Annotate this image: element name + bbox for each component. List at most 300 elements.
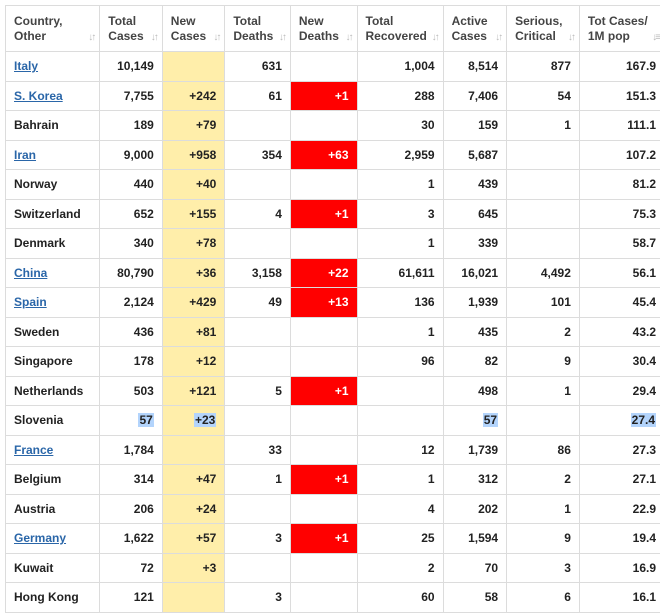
- cases-per-million-value: 151.3: [625, 88, 656, 103]
- total-recovered-cell: [357, 111, 443, 141]
- total-recovered-cell: [357, 583, 443, 613]
- country-cell: [6, 583, 100, 613]
- total-deaths-value: 3: [275, 531, 282, 546]
- total-recovered-value: 1: [427, 177, 435, 192]
- total-deaths-cell: [225, 258, 291, 288]
- total-cases-cell: [100, 170, 163, 200]
- serious-critical-value: 3: [564, 560, 571, 575]
- total-deaths-value: 3,158: [251, 265, 282, 280]
- new-cases-cell: [162, 170, 225, 200]
- total-cases-cell: [100, 229, 163, 259]
- total-cases-value: 340: [133, 236, 154, 251]
- header-label: Recovered: [365, 28, 427, 43]
- active-cases-value: 498: [478, 383, 499, 398]
- country-cell: [6, 288, 100, 318]
- cases-per-million-value: 27.3: [632, 442, 656, 457]
- table-row: [6, 111, 660, 141]
- new-cases-cell: [162, 111, 225, 141]
- total-cases-cell: [100, 406, 163, 436]
- total-recovered-value: 2,959: [404, 147, 435, 162]
- table-row: [6, 199, 660, 229]
- country-name: Austria: [14, 501, 56, 516]
- active-cases-cell: [443, 406, 507, 436]
- active-cases-cell: [443, 553, 507, 583]
- table-row: [6, 406, 660, 436]
- total-cases-cell: [100, 140, 163, 170]
- table-row: [6, 435, 660, 465]
- cases-per-million-value: 43.2: [632, 324, 656, 339]
- total-cases-value: 206: [133, 501, 154, 516]
- total-cases-value: 9,000: [123, 147, 154, 162]
- cases-per-million-cell: [579, 52, 660, 82]
- cases-per-million-cell: [579, 140, 660, 170]
- total-recovered-cell: [357, 52, 443, 82]
- table-row: [6, 140, 660, 170]
- country-link[interactable]: Germany: [14, 531, 67, 546]
- total-deaths-cell: [225, 52, 291, 82]
- cases-per-million-value: 75.3: [632, 206, 656, 221]
- active-cases-cell: [443, 111, 507, 141]
- serious-critical-cell: [507, 229, 580, 259]
- col-header-country[interactable]: [6, 6, 100, 52]
- new-cases-value: +242: [189, 88, 217, 103]
- country-cell: [6, 229, 100, 259]
- total-recovered-cell: [357, 81, 443, 111]
- active-cases-cell: [443, 52, 507, 82]
- cases-per-million-value: 58.7: [632, 236, 656, 251]
- serious-critical-value: 6: [564, 590, 571, 605]
- cases-per-million-value: 81.2: [632, 177, 656, 192]
- new-cases-value: +24: [195, 501, 217, 516]
- cases-per-million-value: 27.4: [631, 413, 655, 428]
- new-cases-value: +47: [195, 472, 217, 487]
- cases-per-million-value: 22.9: [632, 501, 656, 516]
- new-cases-cell: [162, 258, 225, 288]
- header-label: New: [170, 13, 196, 28]
- total-recovered-cell: [357, 465, 443, 495]
- new-deaths-cell: [290, 347, 357, 377]
- total-cases-value: 1,784: [123, 442, 154, 457]
- total-recovered-cell: [357, 258, 443, 288]
- col-header-active-cases[interactable]: [443, 6, 507, 52]
- new-cases-value: +40: [195, 177, 217, 192]
- total-recovered-cell: [357, 376, 443, 406]
- total-cases-cell: [100, 347, 163, 377]
- active-cases-value: 1,939: [468, 295, 499, 310]
- total-recovered-cell: [357, 288, 443, 318]
- new-deaths-cell: [290, 435, 357, 465]
- total-cases-cell: [100, 199, 163, 229]
- new-cases-value: +12: [195, 354, 217, 369]
- active-cases-cell: [443, 229, 507, 259]
- col-header-total-cases[interactable]: [100, 6, 163, 52]
- total-deaths-cell: [225, 170, 291, 200]
- header-row: [6, 6, 660, 52]
- new-deaths-cell: [290, 229, 357, 259]
- sort-icon[interactable]: ↓↑: [213, 32, 220, 43]
- country-name: Slovenia: [14, 413, 64, 428]
- active-cases-value: 1,739: [468, 442, 499, 457]
- serious-critical-value: 2: [564, 472, 571, 487]
- new-cases-cell: [162, 494, 225, 524]
- total-cases-value: 314: [133, 472, 154, 487]
- total-cases-cell: [100, 52, 163, 82]
- new-deaths-cell: [290, 288, 357, 318]
- country-name: Netherlands: [14, 383, 84, 398]
- active-cases-value: 435: [478, 324, 499, 339]
- active-cases-cell: [443, 465, 507, 495]
- cases-per-million-cell: [579, 494, 660, 524]
- active-cases-cell: [443, 435, 507, 465]
- new-cases-value: +79: [195, 118, 217, 133]
- new-cases-cell: [162, 583, 225, 613]
- country-cell: [6, 553, 100, 583]
- total-deaths-cell: [225, 553, 291, 583]
- cases-per-million-value: 107.2: [625, 147, 656, 162]
- active-cases-value: 439: [478, 177, 499, 192]
- total-deaths-value: 33: [268, 442, 282, 457]
- serious-critical-value: 2: [564, 324, 571, 339]
- table-row: [6, 347, 660, 377]
- total-deaths-cell: [225, 465, 291, 495]
- header-label: Tot Cases/: [587, 13, 648, 28]
- country-name: Hong Kong: [14, 590, 79, 605]
- cases-per-million-value: 30.4: [632, 354, 656, 369]
- country-name: Bahrain: [14, 118, 59, 133]
- new-deaths-cell: [290, 111, 357, 141]
- active-cases-cell: [443, 524, 507, 554]
- country-cell: [6, 317, 100, 347]
- cases-per-million-cell: [579, 199, 660, 229]
- col-header-new-cases[interactable]: [162, 6, 225, 52]
- active-cases-value: 1,594: [468, 531, 499, 546]
- total-deaths-cell: [225, 524, 291, 554]
- total-deaths-cell: [225, 199, 291, 229]
- total-recovered-value: 25: [421, 531, 435, 546]
- country-cell: [6, 435, 100, 465]
- active-cases-value: 159: [478, 118, 499, 133]
- active-cases-value: 82: [484, 354, 499, 369]
- total-deaths-cell: [225, 494, 291, 524]
- active-cases-value: 645: [478, 206, 499, 221]
- total-cases-value: 2,124: [123, 295, 154, 310]
- serious-critical-value: 86: [557, 442, 571, 457]
- new-deaths-cell: [290, 52, 357, 82]
- total-cases-cell: [100, 81, 163, 111]
- cases-per-million-cell: [579, 406, 660, 436]
- new-cases-value: +121: [189, 383, 217, 398]
- table-body: [6, 52, 660, 613]
- total-cases-cell: [100, 465, 163, 495]
- country-cell: [6, 199, 100, 229]
- new-cases-value: +78: [195, 236, 217, 251]
- active-cases-cell: [443, 81, 507, 111]
- serious-critical-cell: [507, 583, 580, 613]
- serious-critical-cell: [507, 288, 580, 318]
- total-deaths-cell: [225, 406, 291, 436]
- serious-critical-cell: [507, 347, 580, 377]
- total-cases-cell: [100, 435, 163, 465]
- col-header-cases-per-million[interactable]: [579, 6, 660, 52]
- header-label: Serious,: [515, 13, 563, 28]
- total-recovered-value: 288: [414, 88, 435, 103]
- sort-icon[interactable]: ↓↑: [495, 32, 502, 43]
- total-cases-cell: [100, 288, 163, 318]
- new-cases-cell: [162, 553, 225, 583]
- new-deaths-cell: [290, 494, 357, 524]
- header-label: Total: [108, 13, 137, 28]
- total-deaths-cell: [225, 111, 291, 141]
- cases-per-million-cell: [579, 258, 660, 288]
- serious-critical-cell: [507, 494, 580, 524]
- total-deaths-value: 5: [275, 383, 282, 398]
- sort-icon[interactable]: ↓↑: [88, 32, 95, 43]
- table-row: [6, 258, 660, 288]
- header-label: Country,: [14, 13, 63, 28]
- country-name: Singapore: [14, 354, 73, 369]
- new-cases-cell: [162, 81, 225, 111]
- country-link[interactable]: France: [14, 442, 54, 457]
- serious-critical-cell: [507, 376, 580, 406]
- header-label: Other: [14, 28, 47, 43]
- new-cases-cell: [162, 229, 225, 259]
- table-row: [6, 229, 660, 259]
- new-deaths-cell: [290, 376, 357, 406]
- active-cases-value: 58: [484, 590, 499, 605]
- header-label: Cases: [170, 28, 207, 43]
- country-link[interactable]: Iran: [14, 147, 37, 162]
- new-cases-value: +57: [195, 531, 217, 546]
- sort-icon[interactable]: ↓≡: [652, 32, 659, 43]
- country-cell: [6, 258, 100, 288]
- table-row: [6, 583, 660, 613]
- active-cases-value: 7,406: [468, 88, 499, 103]
- new-cases-cell: [162, 465, 225, 495]
- new-cases-cell: [162, 376, 225, 406]
- total-cases-cell: [100, 583, 163, 613]
- cases-per-million-value: 27.1: [632, 472, 656, 487]
- new-cases-cell: [162, 435, 225, 465]
- total-recovered-cell: [357, 347, 443, 377]
- new-deaths-value: +1: [334, 206, 349, 221]
- total-cases-cell: [100, 111, 163, 141]
- sort-icon[interactable]: ↓↑: [278, 32, 285, 43]
- total-recovered-cell: [357, 553, 443, 583]
- active-cases-cell: [443, 347, 507, 377]
- col-header-total-recovered[interactable]: [357, 6, 443, 52]
- total-cases-value: 178: [133, 354, 154, 369]
- country-link[interactable]: Spain: [14, 295, 47, 310]
- new-deaths-value: +1: [334, 531, 349, 546]
- new-cases-cell: [162, 140, 225, 170]
- header-label: Deaths: [233, 28, 274, 43]
- country-name: Belgium: [14, 472, 62, 487]
- country-name: Denmark: [14, 236, 66, 251]
- new-deaths-cell: [290, 199, 357, 229]
- total-cases-value: 440: [133, 177, 154, 192]
- new-cases-cell: [162, 52, 225, 82]
- total-deaths-value: 4: [275, 206, 282, 221]
- cases-per-million-value: 111.1: [627, 118, 656, 133]
- new-deaths-cell: [290, 140, 357, 170]
- active-cases-value: 5,687: [468, 147, 499, 162]
- country-cell: [6, 524, 100, 554]
- country-cell: [6, 81, 100, 111]
- total-cases-cell: [100, 524, 163, 554]
- new-cases-value: +23: [194, 413, 216, 428]
- cases-per-million-value: 19.4: [632, 531, 656, 546]
- coronavirus-stats-table: [5, 5, 660, 613]
- country-link[interactable]: S. Korea: [14, 88, 63, 103]
- cases-per-million-value: 56.1: [632, 265, 656, 280]
- country-cell: [6, 465, 100, 495]
- header-label: Deaths: [298, 28, 339, 43]
- sort-icon[interactable]: ↓↑: [431, 32, 438, 43]
- serious-critical-cell: [507, 406, 580, 436]
- serious-critical-cell: [507, 435, 580, 465]
- serious-critical-value: 101: [550, 295, 571, 310]
- new-cases-value: +36: [195, 265, 217, 280]
- new-deaths-cell: [290, 524, 357, 554]
- col-header-total-deaths[interactable]: [225, 6, 291, 52]
- total-deaths-cell: [225, 229, 291, 259]
- header-label: Active: [451, 13, 488, 28]
- country-link[interactable]: China: [14, 265, 48, 280]
- new-deaths-cell: [290, 583, 357, 613]
- header-label: 1M pop: [587, 28, 630, 43]
- total-cases-value: 7,755: [123, 88, 154, 103]
- cases-per-million-value: 167.9: [625, 59, 656, 74]
- cases-per-million-cell: [579, 81, 660, 111]
- active-cases-value: 312: [478, 472, 499, 487]
- total-deaths-cell: [225, 288, 291, 318]
- total-cases-value: 436: [133, 324, 154, 339]
- total-recovered-value: 61,611: [398, 265, 435, 280]
- serious-critical-cell: [507, 465, 580, 495]
- table-row: [6, 52, 660, 82]
- serious-critical-cell: [507, 258, 580, 288]
- cases-per-million-value: 29.4: [632, 383, 656, 398]
- total-cases-value: 189: [133, 118, 154, 133]
- cases-per-million-value: 45.4: [632, 295, 656, 310]
- country-cell: [6, 494, 100, 524]
- serious-critical-value: 1: [564, 501, 571, 516]
- cases-per-million-cell: [579, 111, 660, 141]
- total-recovered-value: 96: [421, 354, 435, 369]
- total-recovered-value: 30: [421, 118, 435, 133]
- col-header-serious-critical[interactable]: [507, 6, 580, 52]
- total-recovered-value: 60: [421, 590, 435, 605]
- active-cases-cell: [443, 170, 507, 200]
- new-deaths-value: +13: [328, 295, 349, 310]
- total-cases-cell: [100, 258, 163, 288]
- active-cases-cell: [443, 494, 507, 524]
- active-cases-value: 57: [483, 413, 498, 428]
- total-deaths-value: 631: [261, 59, 282, 74]
- serious-critical-cell: [507, 524, 580, 554]
- new-deaths-cell: [290, 170, 357, 200]
- active-cases-cell: [443, 317, 507, 347]
- total-deaths-cell: [225, 317, 291, 347]
- total-cases-value: 652: [133, 206, 154, 221]
- total-deaths-value: 354: [261, 147, 282, 162]
- active-cases-value: 16,021: [461, 265, 499, 280]
- cases-per-million-value: 16.1: [632, 590, 656, 605]
- active-cases-value: 70: [484, 560, 499, 575]
- table-row: [6, 81, 660, 111]
- total-cases-value: 10,149: [117, 59, 154, 74]
- active-cases-cell: [443, 583, 507, 613]
- country-name: Switzerland: [14, 206, 81, 221]
- active-cases-cell: [443, 199, 507, 229]
- new-cases-cell: [162, 199, 225, 229]
- total-deaths-cell: [225, 81, 291, 111]
- cases-per-million-cell: [579, 553, 660, 583]
- total-recovered-cell: [357, 435, 443, 465]
- cases-per-million-cell: [579, 376, 660, 406]
- serious-critical-value: 9: [564, 354, 571, 369]
- table-row: [6, 494, 660, 524]
- total-recovered-cell: [357, 406, 443, 436]
- new-deaths-cell: [290, 465, 357, 495]
- table-row: [6, 553, 660, 583]
- serious-critical-cell: [507, 170, 580, 200]
- new-cases-value: +3: [202, 560, 217, 575]
- total-recovered-cell: [357, 140, 443, 170]
- total-recovered-value: 12: [421, 442, 435, 457]
- country-cell: [6, 347, 100, 377]
- cases-per-million-cell: [579, 435, 660, 465]
- new-deaths-cell: [290, 406, 357, 436]
- country-link[interactable]: Italy: [14, 59, 39, 74]
- total-deaths-value: 3: [275, 590, 282, 605]
- serious-critical-cell: [507, 140, 580, 170]
- total-deaths-cell: [225, 583, 291, 613]
- new-cases-cell: [162, 317, 225, 347]
- serious-critical-cell: [507, 81, 580, 111]
- serious-critical-value: 1: [564, 383, 571, 398]
- header-label: Critical: [515, 28, 556, 43]
- total-recovered-cell: [357, 229, 443, 259]
- serious-critical-value: 54: [557, 88, 571, 103]
- total-recovered-value: 3: [427, 206, 435, 221]
- new-cases-cell: [162, 288, 225, 318]
- total-cases-value: 503: [133, 383, 154, 398]
- total-recovered-cell: [357, 199, 443, 229]
- country-name: Sweden: [14, 324, 60, 339]
- active-cases-cell: [443, 288, 507, 318]
- col-header-new-deaths[interactable]: [290, 6, 357, 52]
- table-row: [6, 317, 660, 347]
- total-recovered-value: 1,004: [404, 59, 435, 74]
- new-deaths-value: +1: [334, 472, 349, 487]
- header-label: Cases: [451, 28, 487, 43]
- new-deaths-cell: [290, 317, 357, 347]
- total-cases-value: 1,622: [123, 531, 154, 546]
- table-row: [6, 170, 660, 200]
- serious-critical-cell: [507, 111, 580, 141]
- sort-icon[interactable]: ↓↑: [345, 32, 352, 43]
- total-cases-cell: [100, 553, 163, 583]
- sort-icon[interactable]: ↓↑: [567, 32, 574, 43]
- table-row: [6, 376, 660, 406]
- total-cases-cell: [100, 494, 163, 524]
- sort-icon[interactable]: ↓↑: [150, 32, 157, 43]
- country-cell: [6, 140, 100, 170]
- active-cases-value: 202: [478, 501, 499, 516]
- active-cases-cell: [443, 140, 507, 170]
- cases-per-million-cell: [579, 288, 660, 318]
